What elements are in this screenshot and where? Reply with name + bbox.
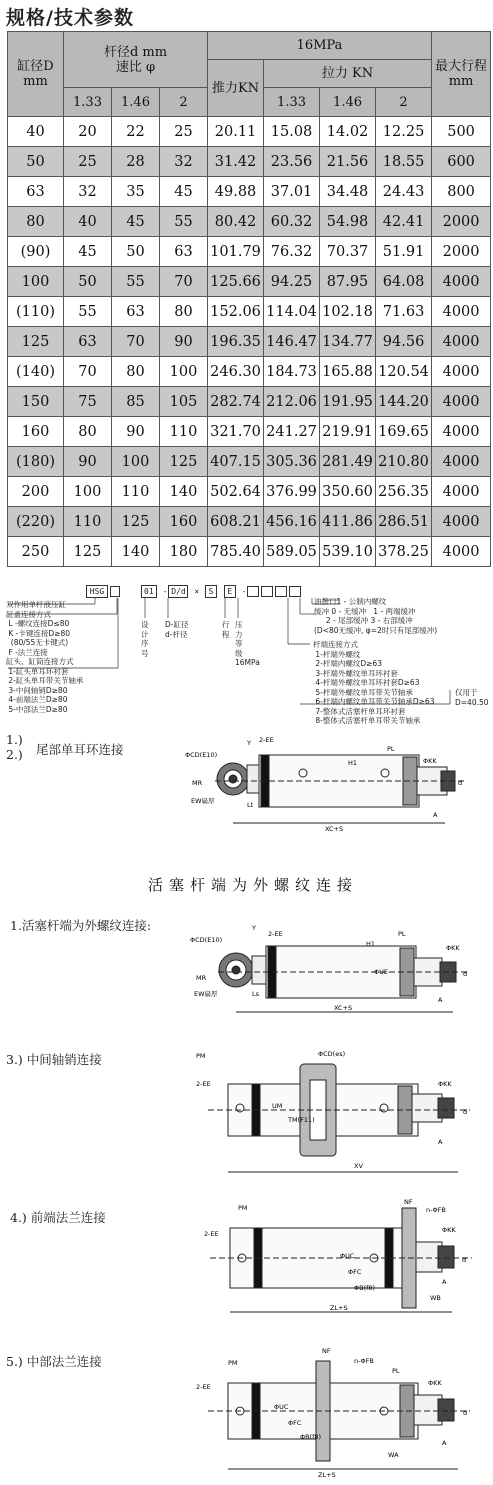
table-cell: 90 — [64, 447, 112, 477]
label-xcs: XC+S — [325, 825, 344, 833]
table-cell: 378.25 — [376, 537, 432, 567]
table-cell: 49.88 — [208, 177, 264, 207]
table-cell: 125.66 — [208, 267, 264, 297]
table-cell: 90 — [160, 327, 208, 357]
table-cell: 80.42 — [208, 207, 264, 237]
diagram-outer-thread — [188, 924, 480, 1019]
table-cell: 144.20 — [376, 387, 432, 417]
label-ee: 2-EE — [196, 1383, 211, 1391]
table-cell: 210.80 — [376, 447, 432, 477]
table-cell: 100 — [64, 477, 112, 507]
table-cell: 80 — [64, 417, 112, 447]
table-cell: 42.41 — [376, 207, 432, 237]
table-cell: 114.04 — [264, 297, 320, 327]
table-cell: 101.79 — [208, 237, 264, 267]
table-cell: 64.08 — [376, 267, 432, 297]
label-lt: Lt — [247, 801, 254, 809]
label-ls: Ls — [252, 990, 260, 998]
label-um: UM — [272, 1102, 283, 1110]
table-cell: 37.01 — [264, 177, 320, 207]
table-row — [8, 147, 491, 177]
table-row — [8, 537, 491, 567]
label-ue: ΦUE — [374, 968, 388, 976]
table-cell: 125 — [160, 447, 208, 477]
code-times: × — [194, 587, 200, 596]
table-cell: 32 — [64, 177, 112, 207]
label-a: A — [442, 1439, 447, 1447]
label-y: Y — [252, 924, 256, 932]
table-cell: 246.30 — [208, 357, 264, 387]
table-row — [8, 477, 491, 507]
label-xv: XV — [354, 1162, 363, 1170]
label-mr: MR — [192, 779, 203, 787]
header-push: 推力KN — [208, 60, 264, 117]
table-cell: 4000 — [432, 477, 491, 507]
label-fb: n-ΦFB — [354, 1357, 374, 1365]
label-fb: n-ΦFB — [426, 1206, 446, 1214]
table-cell: 785.40 — [208, 537, 264, 567]
label-zls: ZL+S — [330, 1304, 348, 1312]
code-s: S — [205, 585, 217, 598]
label-wb: WB — [430, 1294, 441, 1302]
table-cell: 180 — [160, 537, 208, 567]
table-cell: 50 — [112, 237, 160, 267]
table-row — [8, 177, 491, 207]
table-cell: 184.73 — [264, 357, 320, 387]
table-cell: 70 — [64, 357, 112, 387]
table-cell: 110 — [112, 477, 160, 507]
table-cell: 34.48 — [320, 177, 376, 207]
label-mr: MR — [196, 974, 207, 982]
code-e: E — [224, 585, 236, 598]
table-cell: 191.95 — [320, 387, 376, 417]
header-ratio: 2 — [160, 88, 208, 117]
table-cell: 90 — [112, 417, 160, 447]
label-nf: NF — [404, 1198, 413, 1206]
table-cell: 22 — [112, 117, 160, 147]
table-cell: 21.56 — [320, 147, 376, 177]
table-row — [8, 357, 491, 387]
table-cell: 63 — [64, 327, 112, 357]
label-kk: ΦKK — [428, 1379, 442, 1387]
section-3-title: 3.) 中间轴销连接 — [6, 1052, 102, 1067]
table-cell: 45 — [64, 237, 112, 267]
table-cell: 70 — [160, 267, 208, 297]
table-cell: 110 — [160, 417, 208, 447]
table-cell: 4000 — [432, 297, 491, 327]
label-a: A — [433, 811, 438, 819]
table-cell: 125 — [8, 327, 64, 357]
label-ee: 2-EE — [268, 930, 283, 938]
table-cell: 4000 — [432, 537, 491, 567]
label-kk: ΦKK — [446, 944, 460, 952]
label-h1: H1 — [366, 940, 376, 948]
header-pull: 拉力 KN — [264, 60, 432, 88]
table-cell: 35 — [112, 177, 160, 207]
table-cell: 165.88 — [320, 357, 376, 387]
table-cell: (140) — [8, 357, 64, 387]
table-cell: 160 — [160, 507, 208, 537]
table-cell: 51.91 — [376, 237, 432, 267]
section-4-title: 4.) 前端法兰连接 — [10, 1210, 106, 1225]
table-row — [8, 117, 491, 147]
table-cell: 80 — [112, 357, 160, 387]
table-cell: 150 — [8, 387, 64, 417]
header-rod: 杆径d mm 速比 φ — [64, 32, 208, 88]
table-row — [8, 507, 491, 537]
table-cell: 160 — [8, 417, 64, 447]
table-cell: 102.18 — [320, 297, 376, 327]
table-cell: 250 — [8, 537, 64, 567]
label-cd-e10: ΦCD(E10) — [190, 936, 223, 944]
outer-thread-title: 活塞杆端为外螺纹连接 — [148, 876, 359, 894]
table-cell: 80 — [8, 207, 64, 237]
table-cell: 4000 — [432, 417, 491, 447]
label-a: A — [438, 1138, 443, 1146]
table-cell: (90) — [8, 237, 64, 267]
label-h1: H1 — [348, 759, 358, 767]
table-cell: 241.27 — [264, 417, 320, 447]
code-only-for: 仅用于 D=40.50 — [455, 688, 489, 707]
table-cell: 20.11 — [208, 117, 264, 147]
table-cell: 55 — [112, 267, 160, 297]
table-cell: 286.51 — [376, 507, 432, 537]
table-cell: 600 — [432, 147, 491, 177]
table-cell: 63 — [112, 297, 160, 327]
table-cell: 140 — [160, 477, 208, 507]
table-row — [8, 387, 491, 417]
table-cell: 589.05 — [264, 537, 320, 567]
table-cell: 63 — [160, 237, 208, 267]
label-pm: PM — [238, 1204, 248, 1212]
table-cell: 70.37 — [320, 237, 376, 267]
table-cell: 502.64 — [208, 477, 264, 507]
diagram-front-flange — [190, 1198, 480, 1323]
label-d: d — [462, 1256, 467, 1264]
header-stroke: 最大行程mm — [432, 32, 491, 117]
label-d: d — [463, 1108, 468, 1116]
table-cell: 63 — [8, 177, 64, 207]
label-pl: PL — [387, 745, 395, 753]
table-cell: 456.16 — [264, 507, 320, 537]
label-y: Y — [247, 739, 251, 747]
table-cell: 282.74 — [208, 387, 264, 417]
header-pressure: 16MPa — [208, 32, 432, 60]
label-b: ΦB(f8) — [300, 1433, 322, 1441]
table-cell: (110) — [8, 297, 64, 327]
table-cell: 75 — [64, 387, 112, 417]
code-seq-note: 设 计 序 号 — [141, 620, 149, 658]
table-cell: 71.63 — [376, 297, 432, 327]
table-cell: 94.56 — [376, 327, 432, 357]
section-5-title: 5.) 中部法兰连接 — [6, 1354, 102, 1369]
label-tm: TM(F11) — [288, 1116, 315, 1124]
diagram-rear-clevis — [175, 733, 480, 833]
label-fc: ΦFC — [288, 1419, 302, 1427]
spec-table — [7, 31, 491, 567]
table-cell: 152.06 — [208, 297, 264, 327]
header-ratio: 1.46 — [112, 88, 160, 117]
table-cell: 55 — [160, 207, 208, 237]
table-cell: 4000 — [432, 387, 491, 417]
table-cell: 20 — [64, 117, 112, 147]
table-cell: 256.35 — [376, 477, 432, 507]
label-ee: 2-EE — [196, 1080, 211, 1088]
table-cell: 407.15 — [208, 447, 264, 477]
label-pl: PL — [392, 1367, 400, 1375]
table-cell: 125 — [112, 507, 160, 537]
table-row — [8, 447, 491, 477]
code-left-notes: 双作用单杆液压缸 缸盖连接方式 L -螺纹连接D≤80 K -卡键连接D≥80 (80/55无卡键式) F -法兰连接 缸头、缸筒连接方式 1-缸头单耳环衬套 2-缸头单耳带关节轴承 3-中间轴销D≥80 4-前端法兰D≥80 5-中部法兰D≥80 — [6, 600, 84, 714]
table-cell: 212.06 — [264, 387, 320, 417]
label-ew: EW扁厚 — [194, 990, 218, 998]
table-cell: 70 — [112, 327, 160, 357]
label-kk: ΦKK — [442, 1226, 456, 1234]
table-cell: 55 — [64, 297, 112, 327]
table-cell: 539.10 — [320, 537, 376, 567]
table-cell: 110 — [64, 507, 112, 537]
code-01: 01 — [141, 585, 157, 598]
table-cell: 40 — [64, 207, 112, 237]
table-cell: 24.43 — [376, 177, 432, 207]
page-title: 规格/技术参数 — [6, 7, 134, 29]
table-cell: 200 — [8, 477, 64, 507]
label-uc: ΦUC — [274, 1403, 289, 1411]
table-cell: 14.02 — [320, 117, 376, 147]
label-cd-e10: ΦCD(E10) — [185, 751, 218, 759]
table-cell: 85 — [112, 387, 160, 417]
table-cell: 219.91 — [320, 417, 376, 447]
table-cell: 60.32 — [264, 207, 320, 237]
label-xcs: XC+S — [334, 1004, 353, 1012]
model-code: HSG 01 - D/d × S E - — [85, 585, 302, 598]
table-cell: 350.60 — [320, 477, 376, 507]
table-cell: 28 — [112, 147, 160, 177]
table-cell: 125 — [64, 537, 112, 567]
label-ee: 2-EE — [259, 736, 274, 744]
table-cell: 2000 — [432, 207, 491, 237]
table-cell: 146.47 — [264, 327, 320, 357]
label-ee: 2-EE — [204, 1230, 219, 1238]
label-pl: PL — [398, 930, 406, 938]
header-ratio: 1.33 — [64, 88, 112, 117]
section-outer-thread-title: 1.活塞杆端为外螺纹连接: — [10, 918, 152, 933]
table-cell: 140 — [112, 537, 160, 567]
label-ew: EW扁厚 — [191, 797, 215, 805]
diagram-center-trunnion — [188, 1042, 480, 1192]
code-dd: D/d — [168, 585, 188, 598]
table-cell: 18.55 — [376, 147, 432, 177]
table-row — [8, 207, 491, 237]
table-cell: 45 — [160, 177, 208, 207]
table-cell: 321.70 — [208, 417, 264, 447]
table-row — [8, 267, 491, 297]
header-ratio: 1.46 — [320, 88, 376, 117]
table-cell: 4000 — [432, 507, 491, 537]
code-dd-note: D-缸径 d-杆径 — [165, 620, 189, 639]
label-wa: WA — [388, 1451, 399, 1459]
table-cell: 25 — [160, 117, 208, 147]
table-cell: 134.77 — [320, 327, 376, 357]
label-zls: ZL+S — [318, 1471, 336, 1479]
table-cell: 800 — [432, 177, 491, 207]
table-cell: 105 — [160, 387, 208, 417]
code-right-bottom-notes: 杆端连接方式 1-杆端外螺纹 2-杆端内螺纹D≥63 3-杆端外螺纹单耳环衬套 4-杆端外螺纹单耳环衬套D≥63 5-杆端外螺纹单耳带关节轴承 6-杆端内螺纹单耳带关节轴承D≥63 7-整体式活塞杆单耳环衬套 8-整体式活塞杆单耳带关节轴承 — [313, 640, 435, 725]
header-ratio: 1.33 — [264, 88, 320, 117]
table-cell: 76.32 — [264, 237, 320, 267]
table-cell: (220) — [8, 507, 64, 537]
table-cell: 25 — [64, 147, 112, 177]
table-cell: 608.21 — [208, 507, 264, 537]
section-1-2-title: 尾部单耳环连接 — [36, 742, 124, 757]
table-cell: 281.49 — [320, 447, 376, 477]
table-row — [8, 237, 491, 267]
code-hsg: HSG — [86, 585, 108, 598]
table-cell: 4000 — [432, 357, 491, 387]
table-cell: 15.08 — [264, 117, 320, 147]
table-cell: 54.98 — [320, 207, 376, 237]
table-cell: 32 — [160, 147, 208, 177]
table-row — [8, 417, 491, 447]
table-cell: 411.86 — [320, 507, 376, 537]
label-d: d — [463, 970, 468, 978]
table-cell: 12.25 — [376, 117, 432, 147]
label-uc: ΦUC — [340, 1252, 355, 1260]
label-a: A — [438, 996, 443, 1004]
table-cell: 500 — [432, 117, 491, 147]
table-cell: (180) — [8, 447, 64, 477]
code-right-top-notes: 油接口1 - 公制内螺纹 缓冲 0 - 无缓冲 1 - 两端缓冲 2 - 尾部缓冲 3 - 右部缓冲 (D<80无缓冲, φ=2时只有尾部缓冲) — [314, 597, 438, 635]
table-cell: 50 — [8, 147, 64, 177]
table-cell: 87.95 — [320, 267, 376, 297]
table-cell: 4000 — [432, 447, 491, 477]
label-d: d — [463, 1409, 468, 1417]
table-cell: 50 — [64, 267, 112, 297]
table-cell: 169.65 — [376, 417, 432, 447]
header-ratio: 2 — [376, 88, 432, 117]
label-d: d — [458, 779, 463, 787]
table-cell: 4000 — [432, 327, 491, 357]
label-pm: PM — [228, 1359, 238, 1367]
table-cell: 100 — [8, 267, 64, 297]
section-1-2-numbers: 1.) 2.) — [6, 732, 23, 762]
table-cell: 40 — [8, 117, 64, 147]
table-cell: 2000 — [432, 237, 491, 267]
label-cd-es: ΦCD(es) — [318, 1050, 346, 1058]
diagram-mid-flange — [188, 1345, 480, 1480]
table-cell: 120.54 — [376, 357, 432, 387]
code-e-note: 压 力 等 级 16MPa — [235, 620, 260, 667]
table-cell: 100 — [160, 357, 208, 387]
label-kk: ΦKK — [438, 1080, 452, 1088]
table-row — [8, 327, 491, 357]
table-cell: 305.36 — [264, 447, 320, 477]
table-cell: 23.56 — [264, 147, 320, 177]
table-cell: 4000 — [432, 267, 491, 297]
table-cell: 196.35 — [208, 327, 264, 357]
code-s-note: 行 程 — [222, 620, 230, 639]
table-cell: 376.99 — [264, 477, 320, 507]
table-cell: 94.25 — [264, 267, 320, 297]
table-cell: 100 — [112, 447, 160, 477]
label-nf: NF — [322, 1347, 331, 1355]
table-row — [8, 297, 491, 327]
label-fc: ΦFC — [348, 1268, 362, 1276]
label-b: ΦB(f8) — [354, 1284, 376, 1292]
table-cell: 80 — [160, 297, 208, 327]
label-kk: ΦKK — [423, 757, 437, 765]
table-cell: 31.42 — [208, 147, 264, 177]
table-cell: 45 — [112, 207, 160, 237]
header-bore: 缸径D mm — [8, 32, 64, 117]
label-a: A — [442, 1278, 447, 1286]
label-pm: PM — [196, 1052, 206, 1060]
